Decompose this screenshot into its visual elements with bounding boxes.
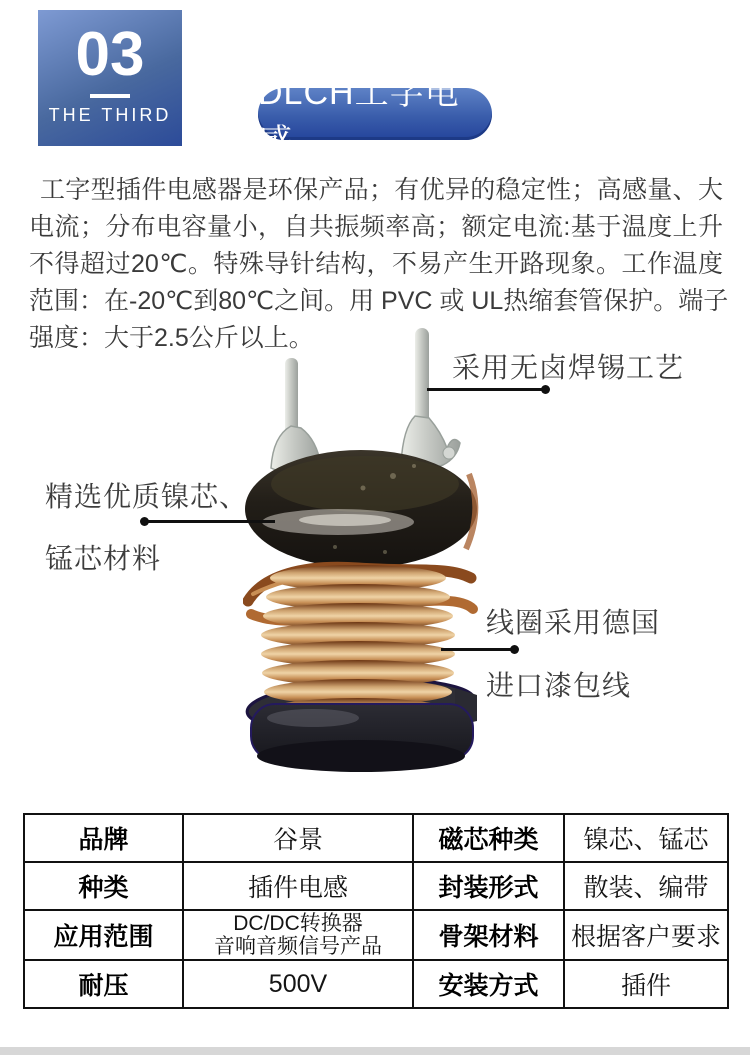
- spec-value-line: 音响音频信号产品: [214, 935, 382, 958]
- annotation-wire-leader-line: [441, 648, 515, 651]
- spec-value-line: DC/DC转换器: [233, 912, 363, 935]
- spec-value: 谷景: [183, 814, 413, 862]
- spec-key: 磁芯种类: [413, 814, 564, 862]
- annotation-solder-leader-line: [427, 388, 545, 391]
- annotation-core-line1: 精选优质镍芯、: [45, 481, 249, 512]
- spec-key: 封装形式: [413, 862, 564, 910]
- badge-divider: [90, 94, 130, 98]
- table-row: [24, 814, 728, 862]
- section-title: DLCH工字电感: [258, 74, 460, 161]
- product-photo: [243, 316, 493, 784]
- spec-key: 安装方式: [413, 960, 564, 1008]
- table-row: [24, 862, 728, 910]
- spec-value: [183, 910, 413, 960]
- table-row: [24, 960, 728, 1008]
- annotation-solder: 采用无卤焊锡工艺: [452, 352, 685, 383]
- spec-key: 种类: [24, 862, 183, 910]
- spec-value: 插件电感: [183, 862, 413, 910]
- next-section-edge: [0, 1047, 750, 1055]
- spec-key: 品牌: [24, 814, 183, 862]
- description-line: 强度：大于2.5公斤以上。: [29, 324, 314, 352]
- annotation-wire-leader-dot: [510, 645, 519, 654]
- spec-value: 500V: [183, 960, 413, 1008]
- section-number: 03: [75, 20, 145, 89]
- spec-value: 散装、编带: [564, 862, 728, 910]
- section-number-badge: [38, 10, 182, 146]
- description-line: 不得超过20℃。特殊导针结构，不易产生开路现象。工作温度: [29, 250, 723, 278]
- description-line: 范围：在-20℃到80℃之间。用 PVC 或 UL热缩套管保护。端子: [29, 287, 729, 315]
- annotation-wire-line2: 进口漆包线: [486, 670, 632, 701]
- spec-table: [23, 813, 729, 1009]
- annotation-solder-leader-dot: [541, 385, 550, 394]
- description-line: 电流；分布电容量小，自共振频率高；额定电流:基于温度上升: [29, 213, 723, 241]
- annotation-core-line2: 锰芯材料: [45, 543, 162, 574]
- spec-key: 骨架材料: [413, 910, 564, 960]
- spec-key: 应用范围: [24, 910, 183, 960]
- spec-value: 根据客户要求: [564, 910, 728, 960]
- description-line: 工字型插件电感器是环保产品；有优异的稳定性；高感量、大: [40, 176, 723, 204]
- annotation-wire-line1: 线圈采用德国: [486, 607, 661, 638]
- spec-value: 插件: [564, 960, 728, 1008]
- spec-key: 耐压: [24, 960, 183, 1008]
- spec-value: 镍芯、锰芯: [564, 814, 728, 862]
- section-title-pill: [258, 74, 492, 161]
- annotation-core-leader-line: [145, 520, 275, 523]
- inductor-photo-illustration: [243, 316, 493, 784]
- section-subtitle: THE THIRD: [48, 105, 172, 125]
- annotation-core-leader-dot: [140, 517, 149, 526]
- table-row: [24, 910, 728, 960]
